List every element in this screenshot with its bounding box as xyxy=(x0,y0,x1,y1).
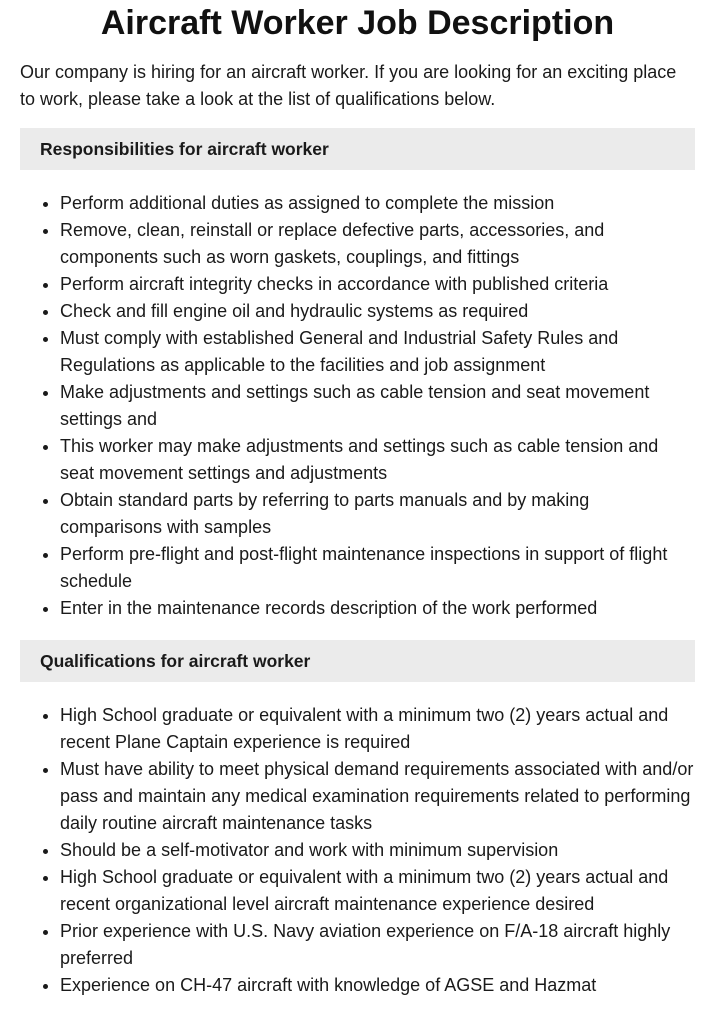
responsibilities-list xyxy=(20,190,695,622)
list-item: Experience on CH-47 aircraft with knowledge of AGSE and Hazmat xyxy=(60,972,695,999)
list-item: Should be a self-motivator and work with minimum supervision xyxy=(60,837,695,864)
list-item: Perform additional duties as assigned to complete the mission xyxy=(60,190,695,217)
page-title: Aircraft Worker Job Description xyxy=(100,4,615,42)
list-item: High School graduate or equivalent with a minimum two (2) years actual and recent organizational level aircraft maintenance experience desired xyxy=(60,864,695,918)
list-item: Prior experience with U.S. Navy aviation experience on F/A-18 aircraft highly preferred xyxy=(60,918,695,972)
qualifications-heading: Qualifications for aircraft worker xyxy=(20,640,695,682)
list-item: Check and fill engine oil and hydraulic systems as required xyxy=(60,298,695,325)
list-item: Obtain standard parts by referring to parts manuals and by making comparisons with samples xyxy=(60,487,695,541)
list-item: Must have ability to meet physical demand requirements associated with and/or pass and maintain any medical examination requirements related to performing daily routine aircraft maintenance tasks xyxy=(60,756,695,837)
qualifications-list xyxy=(20,702,695,999)
list-item: This worker may make adjustments and settings such as cable tension and seat movement settings and adjustments xyxy=(60,433,695,487)
list-item: Enter in the maintenance records description of the work performed xyxy=(60,595,695,622)
list-item: Make adjustments and settings such as cable tension and seat movement settings and xyxy=(60,379,695,433)
responsibilities-heading: Responsibilities for aircraft worker xyxy=(20,128,695,170)
list-item: Perform pre-flight and post-flight maintenance inspections in support of flight schedule xyxy=(60,541,695,595)
list-item: Must comply with established General and Industrial Safety Rules and Regulations as applicable to the facilities and job assignment xyxy=(60,325,695,379)
list-item: High School graduate or equivalent with a minimum two (2) years actual and recent Plane Captain experience is required xyxy=(60,702,695,756)
list-item: Remove, clean, reinstall or replace defective parts, accessories, and components such as worn gaskets, couplings, and fittings xyxy=(60,217,695,271)
intro-paragraph: Our company is hiring for an aircraft worker. If you are looking for an exciting place to work, please take a look at the list of qualifications below. xyxy=(20,62,677,109)
list-item: Perform aircraft integrity checks in accordance with published criteria xyxy=(60,271,695,298)
